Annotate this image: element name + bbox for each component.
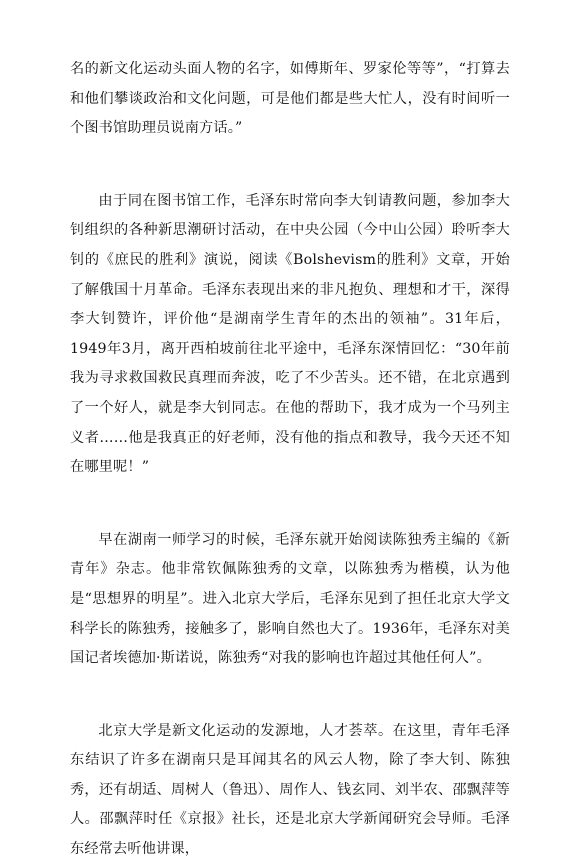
paragraph-4: 北京大学是新文化运动的发源地，人才荟萃。在这里，青年毛泽东结识了许多在湖南只是耳闻其名的风云人物，除了李大钊、陈独秀，还有胡适、周树人（鲁迅）、周作人、钱玄同、刘半农、邵飘萍等人。邵飘萍时任《京报》社长，还是北京大学新闻研究会导师。毛泽东经常去听他讲课， [70,722,510,858]
paragraph-3: 早在湖南一师学习的时候，毛泽东就开始阅读陈独秀主编的《新青年》杂志。他非常钦佩陈独秀的文章，以陈独秀为楷模，认为他是“思想界的明星”。进入北京大学后，毛泽东见到了担任北京大学文科学长的陈独秀，接触多了，影响自然也大了。1936年，毛泽东对美国记者埃德加·斯诺说，陈独秀“对我的影响也许超过其他任何人”。 [70,531,510,667]
paragraph-gap [70,483,510,526]
paragraph-1: 名的新文化运动头面人物的名字，如傅斯年、罗家伦等等”，“打算去和他们攀谈政治和文化问题，可是他们都是些大忙人，没有时间听一个图书馆助理员说南方话。” [70,61,510,137]
paragraph-gap [70,674,510,717]
paragraph-gap [70,144,510,187]
paragraph-2: 由于同在图书馆工作，毛泽东时常向李大钊请教问题，参加李大钊组织的各种新思潮研讨活动，在中央公园（今中山公园）聆听李大钊的《庶民的胜利》演说，阅读《Bolshevism的胜利》文章，开始了解俄国十月革命。毛泽东表现出来的非凡抱负、理想和才干，深得李大钊赞许，评价他“是湖南学生青年的杰出的领袖”。31年后，1949年3月，离开西柏坡前往北平途中，毛泽东深情回忆：“30年前我为寻求救国救民真理而奔波，吃了不少苦头。还不错，在北京遇到了一个好人，就是李大钊同志。在他的帮助下，我才成为一个马列主义者……他是我真正的好老师，没有他的指点和教导，我今天还不知在哪里呢！” [70,192,510,476]
